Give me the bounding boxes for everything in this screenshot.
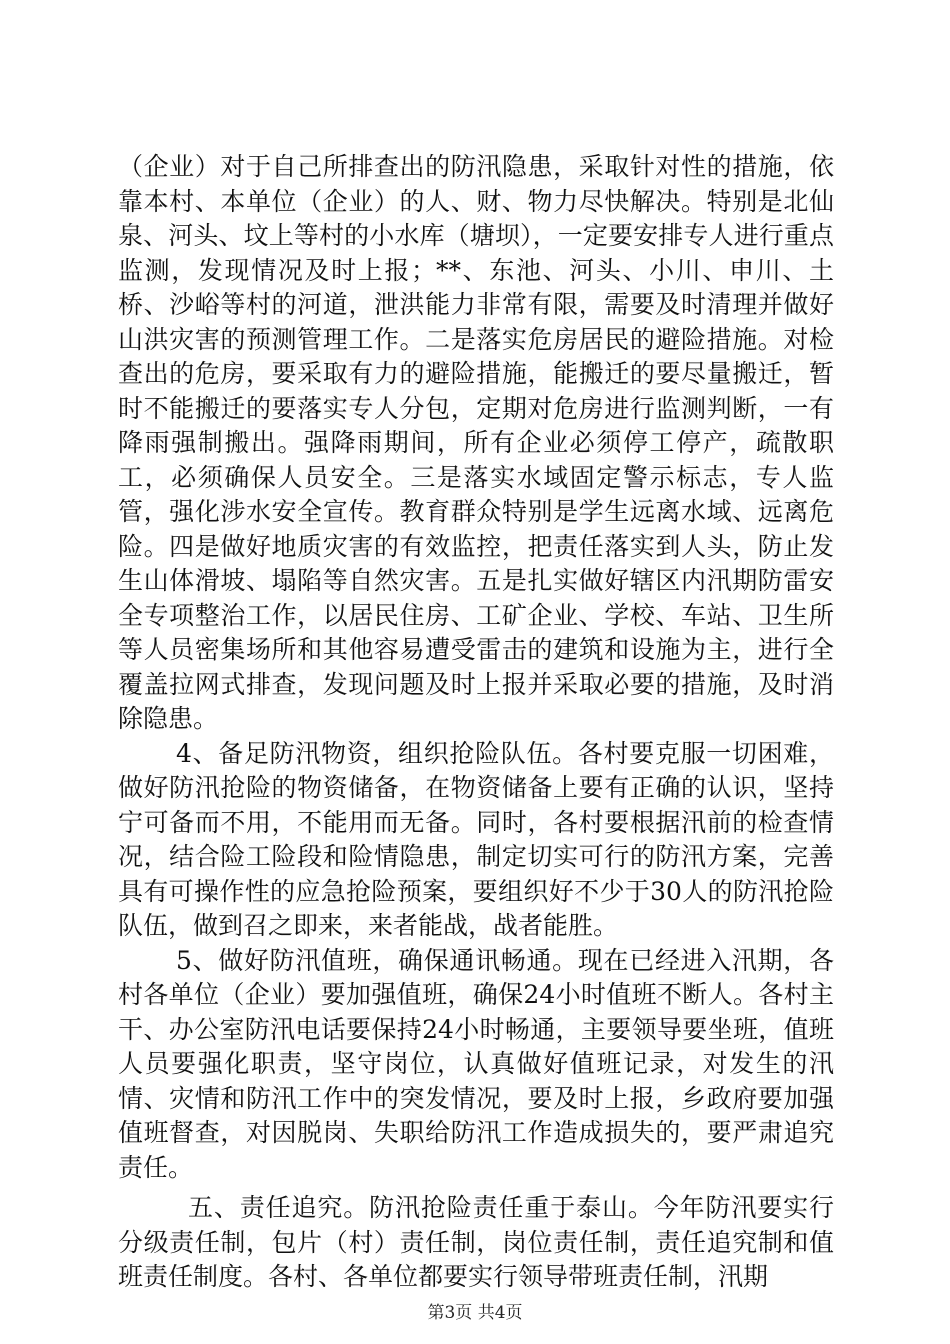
paragraph-item-4: 4、备足防汛物资，组织抢险队伍。各村要克服一切困难，做好防汛抢险的物资储备，在物资储备上要有正确的认识，坚持宁可备而不用，不能用而无备。同时，各村要根据汛前的检查情况，结合险工险段和险情隐患，制定切实可行的防汛方案，完善具有可操作性的应急抢险预案，要组织好不少于30人的防汛抢险队伍，做到召之即来，来者能战，战者能胜。 bbox=[118, 738, 834, 940]
paragraph-section-5: 五、责任追究。防汛抢险责任重于泰山。今年防汛要实行分级责任制，包片（村）责任制，岗位责任制，责任追究制和值班责任制度。各村、各单位都要实行领导带班责任制，汛期 bbox=[118, 1193, 834, 1291]
paragraph-item-5: 5、做好防汛值班，确保通讯畅通。现在已经进入汛期，各村各单位（企业）要加强值班，确保24小时值班不断人。各村主干、办公室防汛电话要保持24小时畅通，主要领导要坐班，值班人员要强化职责，坚守岗位，认真做好值班记录，对发生的汛情、灾情和防汛工作中的突发情况，要及时上报，乡政府要加强值班督查，对因脱岗、失职给防汛工作造成损失的，要严肃追究责任。 bbox=[118, 945, 834, 1182]
paragraph-continuation: （企业）对于自己所排查出的防汛隐患，采取针对性的措施，依靠本村、本单位（企业）的人、财、物力尽快解决。特别是北仙泉、河头、坟上等村的小水库（塘坝），一定要安排专人进行重点监测，发现情况及时上报；**、东池、河头、小川、申川、土桥、沙峪等村的河道，泄洪能力非常有限，需要及时清理并做好山洪灾害的预测管理工作。二是落实危房居民的避险措施。对检查出的危房，要采取有力的避险措施，能搬迁的要尽量搬迁，暂时不能搬迁的要落实专人分包，定期对危房进行监测判断，一有降雨强制搬出。强降雨期间，所有企业必须停工停产，疏散职工，必须确保人员安全。三是落实水域固定警示标志，专人监管，强化涉水安全宣传。教育群众特别是学生远离水域、远离危险。四是做好地质灾害的有效监控，把责任落实到人头，防止发生山体滑坡、塌陷等自然灾害。五是扎实做好辖区内汛期防雷安全专项整治工作，以居民住房、工矿企业、学校、车站、卫生所等人员密集场所和其他容易遭受雷击的建筑和设施为主，进行全覆盖拉网式排查，发现问题及时上报并采取必要的措施，及时消除隐患。 bbox=[118, 152, 834, 733]
page-number-footer: 第3页 共4页 bbox=[427, 1303, 523, 1323]
document-body bbox=[118, 150, 834, 1295]
